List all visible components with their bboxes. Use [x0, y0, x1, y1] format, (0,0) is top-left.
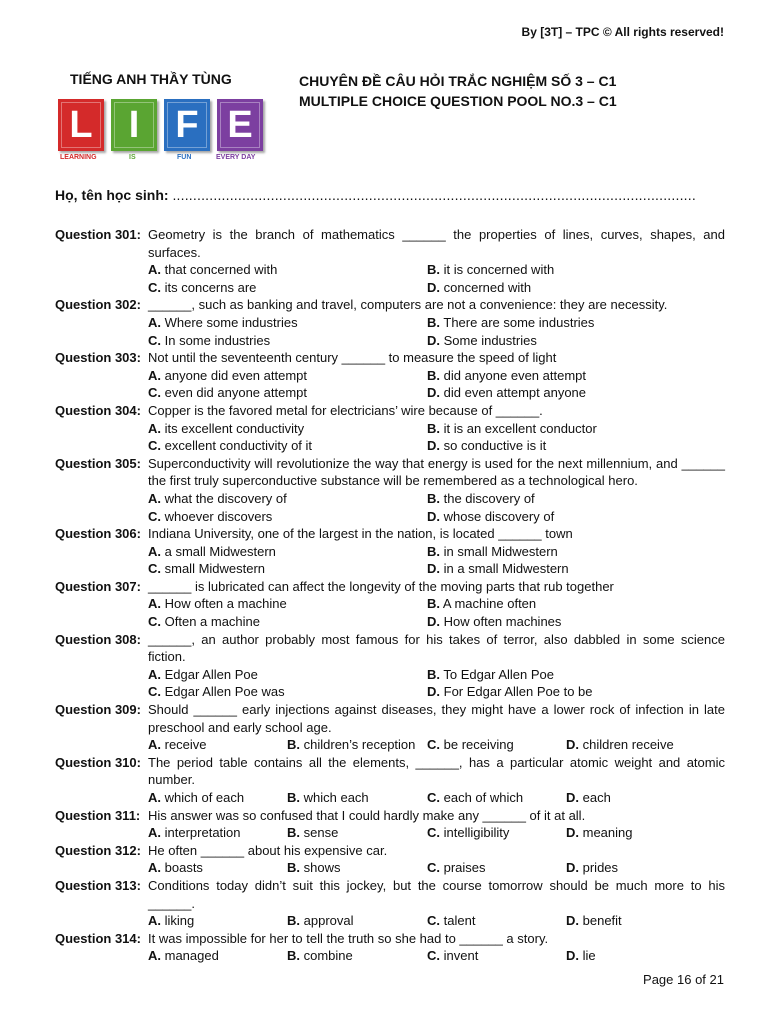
option-letter: A.: [148, 790, 161, 805]
answer-option[interactable]: [566, 859, 725, 877]
answer-option[interactable]: [148, 384, 427, 402]
option-letter: B.: [427, 490, 440, 506]
option-text: anyone did even attempt: [164, 367, 308, 383]
answer-option[interactable]: [287, 912, 427, 930]
question-text: Indiana University, one of the largest in the nation, is located ______ town: [148, 526, 573, 542]
option-letter: A.: [148, 420, 161, 436]
option-letter: C.: [148, 438, 161, 454]
answer-option[interactable]: [148, 279, 427, 297]
answer-options: [148, 947, 725, 965]
option-letter: B.: [427, 420, 440, 436]
answer-option[interactable]: [566, 789, 725, 807]
question-item: [55, 701, 725, 754]
option-text: which each: [303, 790, 369, 805]
answer-option[interactable]: [148, 367, 427, 385]
option-letter: D.: [566, 737, 579, 753]
answer-option[interactable]: [148, 683, 427, 701]
logo-letter-l: L: [69, 103, 93, 146]
answer-option[interactable]: [148, 490, 427, 508]
logo-tile-l: [58, 99, 104, 151]
option-text: There are some industries: [443, 314, 595, 330]
question-text: He often ______ about his expensive car.: [148, 842, 388, 858]
answer-option[interactable]: [427, 859, 566, 877]
answer-option[interactable]: [427, 824, 566, 842]
option-text: be receiving: [443, 737, 514, 753]
question-number: Question 304:: [55, 402, 141, 418]
answer-option[interactable]: [148, 666, 427, 684]
logo-tile-e: [217, 99, 263, 151]
answer-option[interactable]: [427, 789, 566, 807]
student-name-blank[interactable]: ................................................................................................................................: [172, 187, 696, 203]
option-text: invent: [443, 948, 479, 964]
option-letter: D.: [427, 614, 440, 630]
option-text: did anyone even attempt: [443, 367, 587, 383]
option-text: whose discovery of: [443, 508, 555, 524]
answer-options: [148, 859, 725, 877]
answer-option[interactable]: [148, 859, 287, 877]
option-letter: A.: [148, 367, 161, 383]
answer-option[interactable]: [427, 560, 725, 578]
option-text: talent: [443, 913, 476, 929]
option-text: did even attempt anyone: [443, 385, 587, 401]
answer-option[interactable]: [427, 332, 725, 350]
option-text: managed: [164, 948, 219, 964]
answer-options: [148, 595, 725, 630]
answer-options: [148, 666, 725, 701]
option-text: each: [582, 790, 611, 805]
logo-caption-every-day: EVERY DAY: [216, 154, 256, 161]
option-letter: B.: [427, 596, 440, 612]
answer-options: [148, 824, 725, 842]
question-text: It was impossible for her to tell the truth so she had to ______ a story.: [148, 930, 549, 946]
option-text: Edgar Allen Poe was: [164, 684, 285, 700]
answer-options: [148, 736, 725, 754]
answer-option[interactable]: [287, 859, 427, 877]
option-letter: D.: [566, 790, 579, 805]
answer-options: [148, 367, 725, 402]
option-text: Edgar Allen Poe: [164, 666, 258, 682]
answer-option[interactable]: [427, 666, 725, 684]
option-text: combine: [303, 948, 353, 964]
answer-option[interactable]: [427, 912, 566, 930]
answer-option[interactable]: [148, 595, 427, 613]
option-letter: D.: [427, 684, 440, 700]
option-letter: B.: [427, 314, 440, 330]
option-letter: A.: [148, 913, 161, 929]
question-item: [55, 525, 725, 578]
option-text: Some industries: [443, 332, 537, 348]
option-letter: B.: [287, 860, 300, 876]
answer-option[interactable]: [427, 420, 725, 438]
logo-caption-learning: LEARNING: [60, 154, 97, 161]
question-text: Geometry is the branch of mathematics ______ the properties of lines, curves, shapes, and surfaces.: [148, 227, 725, 260]
question-item: [55, 842, 725, 877]
option-text: its excellent conductivity: [164, 420, 305, 436]
option-letter: C.: [427, 790, 440, 805]
option-letter: C.: [148, 385, 161, 401]
option-text: what the discovery of: [164, 490, 287, 506]
answer-option[interactable]: [427, 683, 725, 701]
option-text: In some industries: [164, 332, 271, 348]
option-text: concerned with: [443, 279, 532, 295]
option-letter: B.: [427, 666, 440, 682]
answer-option[interactable]: [148, 613, 427, 631]
answer-option[interactable]: [287, 824, 427, 842]
option-text: which of each: [164, 790, 245, 805]
answer-option[interactable]: [427, 367, 725, 385]
option-letter: C.: [427, 860, 440, 876]
answer-option[interactable]: [148, 332, 427, 350]
option-letter: B.: [427, 262, 440, 278]
student-name-line: [55, 187, 725, 203]
answer-option[interactable]: [427, 314, 725, 332]
option-letter: C.: [148, 279, 161, 295]
life-logo: [58, 99, 264, 164]
option-letter: D.: [566, 825, 579, 841]
answer-option[interactable]: [427, 279, 725, 297]
option-letter: B.: [287, 948, 300, 964]
answer-option[interactable]: [427, 543, 725, 561]
option-letter: A.: [148, 666, 161, 682]
answer-option[interactable]: [427, 384, 725, 402]
question-text: Should ______ early injections against diseases, they might have a lower rock of infection in late preschool and early school age.: [148, 702, 725, 735]
option-text: A machine often: [442, 596, 537, 612]
question-item: [55, 578, 725, 631]
answer-option[interactable]: [148, 420, 427, 438]
option-letter: D.: [566, 860, 579, 876]
option-letter: C.: [427, 913, 440, 929]
student-name-label: Họ, tên học sinh:: [55, 187, 169, 203]
option-letter: D.: [427, 508, 440, 524]
copyright-notice: By [3T] – TPC © All rights reserved!: [521, 25, 724, 39]
question-number: Question 310:: [55, 754, 141, 770]
answer-options: [148, 261, 725, 296]
question-list: [55, 226, 725, 965]
option-text: children’s reception: [303, 737, 416, 753]
option-letter: D.: [427, 332, 440, 348]
answer-option[interactable]: [148, 947, 287, 965]
option-letter: A.: [148, 543, 161, 559]
question-number: Question 311:: [55, 807, 141, 823]
answer-option[interactable]: [287, 789, 427, 807]
question-item: [55, 226, 725, 296]
option-text: intelligibility: [443, 825, 510, 841]
option-text: it is an excellent conductor: [443, 420, 597, 436]
question-text: Not until the seventeenth century ______ to measure the speed of light: [148, 350, 557, 366]
option-letter: A.: [148, 737, 161, 753]
answer-options: [148, 420, 725, 455]
answer-option[interactable]: [287, 947, 427, 965]
option-letter: A.: [148, 490, 161, 506]
answer-options: [148, 490, 725, 525]
answer-option[interactable]: [148, 736, 287, 754]
option-text: children receive: [582, 737, 674, 753]
answer-options: [148, 789, 725, 807]
answer-option[interactable]: [427, 736, 566, 754]
option-letter: C.: [427, 948, 440, 964]
question-text: Copper is the favored metal for electricians’ wire because of ______.: [148, 402, 543, 418]
brand-name: TIẾNG ANH THẦY TÙNG: [70, 71, 232, 87]
question-number: Question 303:: [55, 350, 141, 366]
option-letter: B.: [287, 790, 300, 805]
logo-tile-i: [111, 99, 157, 151]
option-text: shows: [303, 860, 341, 876]
option-text: approval: [303, 913, 354, 929]
answer-option[interactable]: [148, 789, 287, 807]
answer-option[interactable]: [427, 508, 725, 526]
answer-option[interactable]: [148, 508, 427, 526]
question-number: Question 308:: [55, 631, 141, 647]
answer-option[interactable]: [148, 912, 287, 930]
answer-option[interactable]: [148, 560, 427, 578]
option-text: interpretation: [164, 825, 241, 841]
question-item: [55, 754, 725, 807]
question-item: [55, 455, 725, 525]
answer-option[interactable]: [427, 261, 725, 279]
option-text: that concerned with: [164, 262, 278, 278]
option-letter: A.: [148, 860, 161, 876]
question-number: Question 309:: [55, 702, 141, 718]
option-text: each of which: [443, 790, 524, 805]
answer-option[interactable]: [148, 261, 427, 279]
logo-tile-f: [164, 99, 210, 151]
page-number: Page 16 of 21: [643, 972, 724, 987]
option-text: small Midwestern: [164, 561, 266, 577]
question-text: ______, an author probably most famous for his takes of terror, also dabbled in some science fiction.: [148, 631, 725, 665]
option-letter: D.: [427, 279, 440, 295]
question-number: Question 306:: [55, 526, 141, 542]
option-text: How often a machine: [164, 596, 287, 612]
question-text: ______ is lubricated can affect the longevity of the moving parts that rub together: [148, 578, 614, 594]
option-text: excellent conductivity of it: [164, 438, 313, 454]
question-item: [55, 631, 725, 701]
option-letter: D.: [427, 561, 440, 577]
option-letter: B.: [427, 367, 440, 383]
option-letter: C.: [427, 737, 440, 753]
option-letter: C.: [148, 561, 161, 577]
logo-letter-i: I: [128, 103, 140, 146]
logo-caption-is: IS: [129, 154, 136, 161]
answer-option[interactable]: [427, 595, 725, 613]
answer-option[interactable]: [287, 736, 427, 754]
option-text: it is concerned with: [443, 262, 555, 278]
option-letter: A.: [148, 948, 161, 964]
option-text: lie: [582, 948, 596, 964]
title-line-english: MULTIPLE CHOICE QUESTION POOL NO.3 – C1: [299, 93, 617, 109]
option-letter: C.: [148, 614, 161, 630]
question-number: Question 312:: [55, 842, 141, 858]
question-text: Superconductivity will revolutionize the way that energy is used for the next millennium, and ______ the first truly superconductive substance will be remembered as a technological hero.: [148, 455, 725, 489]
option-text: its concerns are: [164, 279, 257, 295]
answer-option[interactable]: [427, 437, 725, 455]
option-text: in small Midwestern: [443, 543, 558, 559]
option-letter: A.: [148, 596, 161, 612]
option-text: How often machines: [443, 614, 562, 630]
option-text: To Edgar Allen Poe: [443, 666, 554, 682]
question-number: Question 301:: [55, 227, 141, 242]
question-text: Conditions today didn’t suit this jockey, but the course tomorrow should be much more to his ______.: [148, 877, 725, 911]
document-title: [299, 71, 617, 111]
option-text: in a small Midwestern: [443, 561, 569, 577]
question-item: [55, 349, 725, 402]
option-letter: A.: [148, 825, 161, 841]
answer-option[interactable]: [148, 437, 427, 455]
option-text: liking: [164, 913, 195, 929]
logo-caption-fun: FUN: [177, 154, 192, 161]
option-text: Often a machine: [164, 614, 261, 630]
option-letter: D.: [427, 385, 440, 401]
answer-option[interactable]: [566, 912, 725, 930]
question-item: [55, 877, 725, 930]
option-text: the discovery of: [443, 490, 535, 506]
question-text: The period table contains all the elements, ______, has a particular atomic weight and atomic number.: [148, 754, 725, 788]
option-letter: B.: [287, 825, 300, 841]
question-number: Question 313:: [55, 877, 141, 893]
answer-option[interactable]: [566, 947, 725, 965]
answer-options: [148, 314, 725, 349]
title-line-vietnamese: CHUYÊN ĐỀ CÂU HỎI TRẮC NGHIỆM SỐ 3 – C1: [299, 73, 617, 89]
option-letter: B.: [427, 543, 440, 559]
option-letter: C.: [148, 332, 161, 348]
option-letter: D.: [566, 948, 579, 964]
answer-option[interactable]: [148, 314, 427, 332]
logo-letter-f: F: [175, 103, 199, 146]
answer-options: [148, 912, 725, 930]
question-item: [55, 296, 725, 349]
answer-option[interactable]: [566, 824, 725, 842]
option-letter: D.: [427, 438, 440, 454]
question-number: Question 305:: [55, 455, 141, 471]
answer-option[interactable]: [566, 736, 725, 754]
answer-option[interactable]: [427, 613, 725, 631]
option-text: so conductive is it: [443, 438, 547, 454]
answer-option[interactable]: [427, 490, 725, 508]
logo-letter-e: E: [227, 103, 253, 146]
answer-option[interactable]: [427, 947, 566, 965]
option-text: For Edgar Allen Poe to be: [443, 684, 593, 700]
option-letter: C.: [148, 684, 161, 700]
option-letter: A.: [148, 262, 161, 278]
option-letter: C.: [427, 825, 440, 841]
question-item: [55, 807, 725, 842]
option-text: praises: [443, 860, 486, 876]
answer-options: [148, 543, 725, 578]
option-text: Where some industries: [164, 314, 298, 330]
question-text: His answer was so confused that I could hardly make any ______ of it at all.: [148, 807, 586, 823]
answer-option[interactable]: [148, 543, 427, 561]
answer-option[interactable]: [148, 824, 287, 842]
option-text: even did anyone attempt: [164, 385, 308, 401]
option-text: receive: [164, 737, 207, 753]
option-text: prides: [582, 860, 619, 876]
question-number: Question 302:: [55, 297, 141, 313]
option-letter: A.: [148, 314, 161, 330]
option-letter: C.: [148, 508, 161, 524]
option-letter: D.: [566, 913, 579, 929]
option-text: sense: [303, 825, 339, 841]
option-text: whoever discovers: [164, 508, 273, 524]
question-item: [55, 402, 725, 455]
question-item: [55, 930, 725, 965]
option-text: boasts: [164, 860, 203, 876]
question-text: ______, such as banking and travel, computers are not a convenience: they are necessity.: [148, 297, 668, 313]
question-number: Question 314:: [55, 930, 141, 946]
option-text: meaning: [582, 825, 633, 841]
option-text: benefit: [582, 913, 622, 929]
option-letter: B.: [287, 913, 300, 929]
option-text: a small Midwestern: [164, 543, 276, 559]
question-number: Question 307:: [55, 578, 141, 594]
option-letter: B.: [287, 737, 300, 753]
